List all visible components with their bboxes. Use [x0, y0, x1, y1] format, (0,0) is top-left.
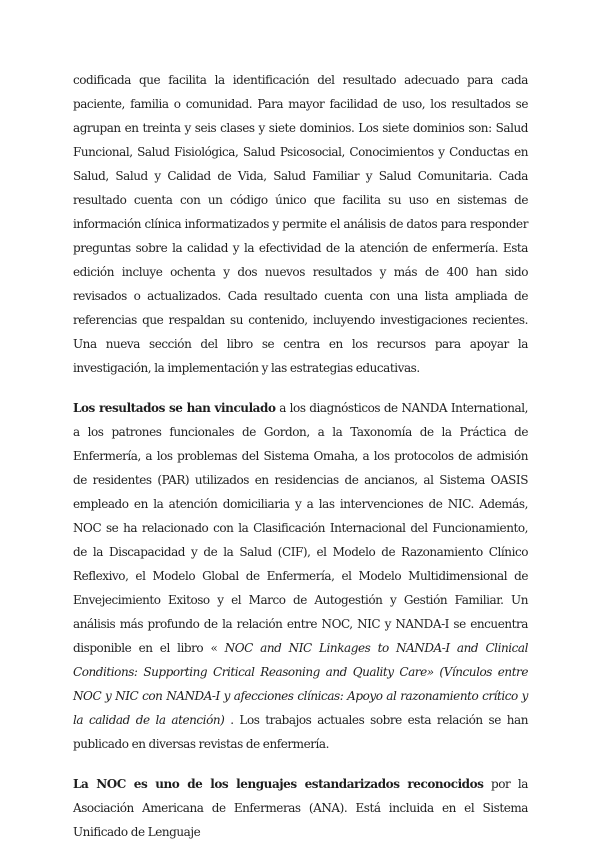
paragraph-text: . Los trabajos actuales sobre esta relación se han publicado en diversas revistas de enfermería.: [73, 713, 528, 751]
paragraph-lead: Los resultados se han vinculado: [73, 401, 276, 415]
paragraph-domains: [73, 68, 528, 380]
paragraph-text: a los diagnósticos de NANDA International, a los patrones funcionales de Gordon, a la Taxonomía de la Práctica de Enfermería, a los problemas del Sistema Omaha, a los protocolos de admisión de residentes (PAR) utilizados en residencias de ancianos, al Sistema OASIS empleado en la atención domiciliaria y a las intervenciones de NIC. Además, NOC se ha relacionado con la Clasificación Internacional del Funcionamiento, de la Discapacidad y de la Salud (CIF), el Modelo de Razonamiento Clínico Reflexivo, el Modelo Global de Enfermería, el Modelo Multidimensional de Envejecimiento Exitoso y el Marco de Autogestión y Gestión Familiar. Un análisis más profundo de la relación entre NOC, NIC y NANDA-I se encuentra disponible en el libro «: [73, 401, 529, 655]
book-title-english: NOC and NIC Linkages to NANDA-I and Clinical Conditions: Supporting Critical Reasoning and Quality Care: [73, 641, 528, 679]
paragraph-ana: [73, 772, 528, 844]
paragraph-text: por la Asociación Americana de Enfermeras (ANA). Está incluida en el Sistema Unificado de Lenguaje: [73, 777, 528, 839]
paragraph-linkages: [73, 396, 528, 756]
book-title-spanish: » (Vínculos entre NOC y NIC con NANDA-I y afecciones clínicas: Apoyo al razonamiento crítico y la calidad de la atención): [73, 665, 528, 727]
paragraph-text: codificada que facilita la identificación del resultado adecuado para cada paciente, familia o comunidad. Para mayor facilidad de uso, los resultados se agrupan en treinta y seis clases y siete dominios. Los siete dominios son: Salud Funcional, Salud Fisiológica, Salud Psicosocial, Conocimientos y Conductas en Salud, Salud y Calidad de Vida, Salud Familiar y Salud Comunitaria. Cada resultado cuenta con un código único que facilita su uso en sistemas de información clínica informatizados y permite el análisis de datos para responder preguntas sobre la calidad y la efectividad de la atención de enfermería. Esta edición incluye ochenta y dos nuevos resultados y más de 400 han sido revisados o actualizados. Cada resultado cuenta con una lista ampliada de referencias que respaldan su contenido, incluyendo investigaciones recientes. Una nueva sección del libro se centra en los recursos para apoyar la investigación, la implementación y las estrategias educativas.: [73, 73, 528, 375]
paragraph-lead: La NOC es uno de los lenguajes estandarizados reconocidos: [73, 777, 484, 791]
